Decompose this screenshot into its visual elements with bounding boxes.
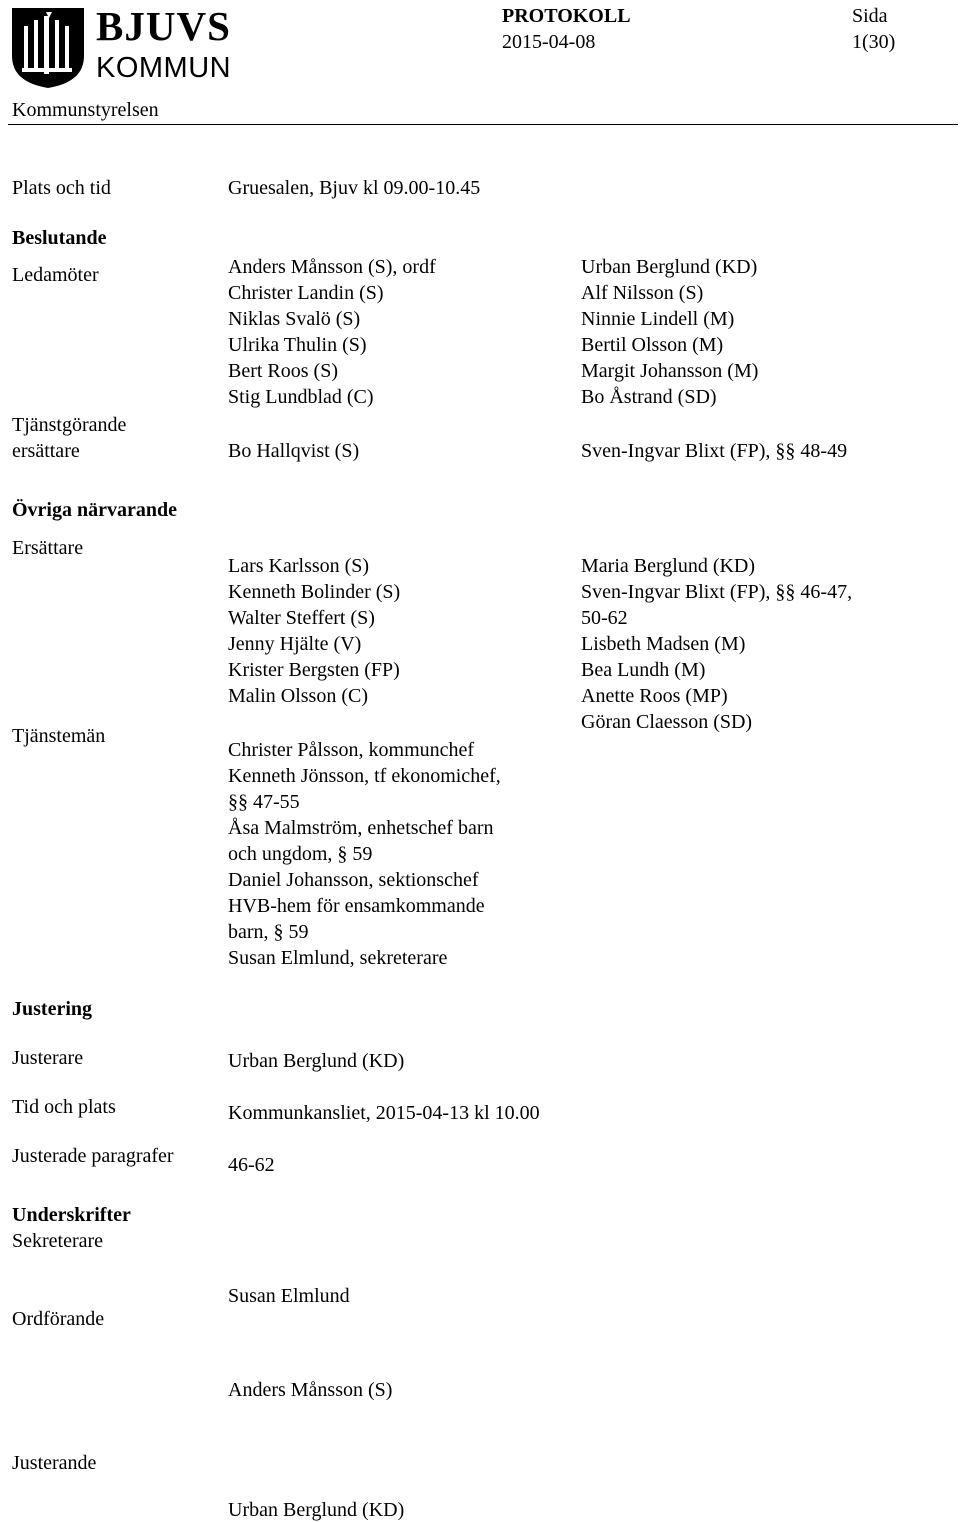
list-item: Christer Landin (S) [228,282,384,304]
list-item: Kenneth Bolinder (S) [228,581,401,603]
justering-heading: Justering [12,998,92,1020]
plats-och-tid-value: Gruesalen, Bjuv kl 09.00-10.45 [228,177,481,199]
beslutande-heading: Beslutande [12,227,107,249]
list-item: Christer Pålsson, kommunchef [228,739,475,761]
underskrifter-heading: Underskrifter [12,1204,131,1226]
meeting-date: 2015-04-08 [502,31,596,53]
list-item: och ungdom, § 59 [228,843,373,865]
tjanstgorande-name-2: Sven-Ingvar Blixt (FP), §§ 48-49 [581,440,848,462]
list-item: Anders Månsson (S), ordf [228,256,436,278]
list-item: Bert Roos (S) [228,360,338,382]
list-item: barn, § 59 [228,921,309,943]
list-item: Kenneth Jönsson, tf ekonomichef, [228,765,501,787]
ledamoter-column-1 [228,254,436,410]
list-item: Margit Johansson (M) [581,360,759,382]
tjanstemän-label: Tjänstemän [12,725,106,747]
list-item: Walter Steffert (S) [228,607,375,629]
list-item: Anette Roos (MP) [581,685,728,707]
list-item: Bea Lundh (M) [581,659,706,681]
list-item: Åsa Malmström, enhetschef barn [228,817,494,839]
justerade-paragrafer-label: Justerade paragrafer [12,1145,174,1167]
municipality-emblem-icon [10,6,86,90]
ovriga-ersattare-column-2 [581,553,852,735]
list-item: Daniel Johansson, sektionschef [228,869,479,891]
sekreterare-label: Sekreterare [12,1230,104,1252]
header-divider [8,124,958,125]
list-item: 50-62 [581,607,628,629]
list-item: Maria Berglund (KD) [581,555,756,577]
list-item: Lisbeth Madsen (M) [581,633,746,655]
justerade-paragrafer-value: 46-62 [228,1154,275,1176]
ordforande-label: Ordförande [12,1308,105,1330]
page-number: 1(30) [852,31,896,53]
ledamoter-label: Ledamöter [12,264,99,286]
list-item: Urban Berglund (KD) [581,256,758,278]
justerande-name: Urban Berglund (KD) [228,1499,405,1521]
list-item: Göran Claesson (SD) [581,711,753,733]
logo-title: BJUVS [96,3,231,49]
list-item: HVB-hem för ensamkommande [228,895,485,917]
list-item: Krister Bergsten (FP) [228,659,400,681]
list-item: Lars Karlsson (S) [228,555,370,577]
tjanstgorande-label: Tjänstgörande [12,414,127,436]
tjanstemän-column [228,737,501,971]
list-item: Bertil Olsson (M) [581,334,724,356]
list-item: Niklas Svalö (S) [228,308,361,330]
tid-och-plats-label: Tid och plats [12,1096,116,1118]
tjanstgorande-name-1: Bo Hallqvist (S) [228,440,360,462]
document-type: PROTOKOLL [502,5,631,27]
list-item: Susan Elmlund, sekreterare [228,947,448,969]
justerare-label: Justerare [12,1047,84,1069]
list-item: Ulrika Thulin (S) [228,334,367,356]
ovriga-ersattare-label: Ersättare [12,537,84,559]
list-item: Bo Åstrand (SD) [581,386,717,408]
list-item: Stig Lundblad (C) [228,386,374,408]
list-item: Sven-Ingvar Blixt (FP), §§ 46-47, [581,581,853,603]
sekreterare-name: Susan Elmlund [228,1285,350,1307]
organ-name: Kommunstyrelsen [12,99,159,121]
tid-och-plats-value: Kommunkansliet, 2015-04-13 kl 10.00 [228,1102,540,1124]
plats-och-tid-label: Plats och tid [12,177,111,199]
list-item: Alf Nilsson (S) [581,282,704,304]
ordforande-name: Anders Månsson (S) [228,1379,393,1401]
ovriga-ersattare-column-1 [228,553,400,709]
justerare-value: Urban Berglund (KD) [228,1050,405,1072]
page-label: Sida [852,5,888,27]
ledamoter-column-2 [581,254,758,410]
list-item: Jenny Hjälte (V) [228,633,362,655]
list-item: Malin Olsson (C) [228,685,368,707]
list-item: Ninnie Lindell (M) [581,308,735,330]
list-item: §§ 47-55 [228,791,300,813]
ovriga-heading: Övriga närvarande [12,499,177,521]
justerande-label: Justerande [12,1452,97,1474]
logo-subtitle: KOMMUN [96,52,232,84]
ersattare-label: ersättare [12,440,80,462]
